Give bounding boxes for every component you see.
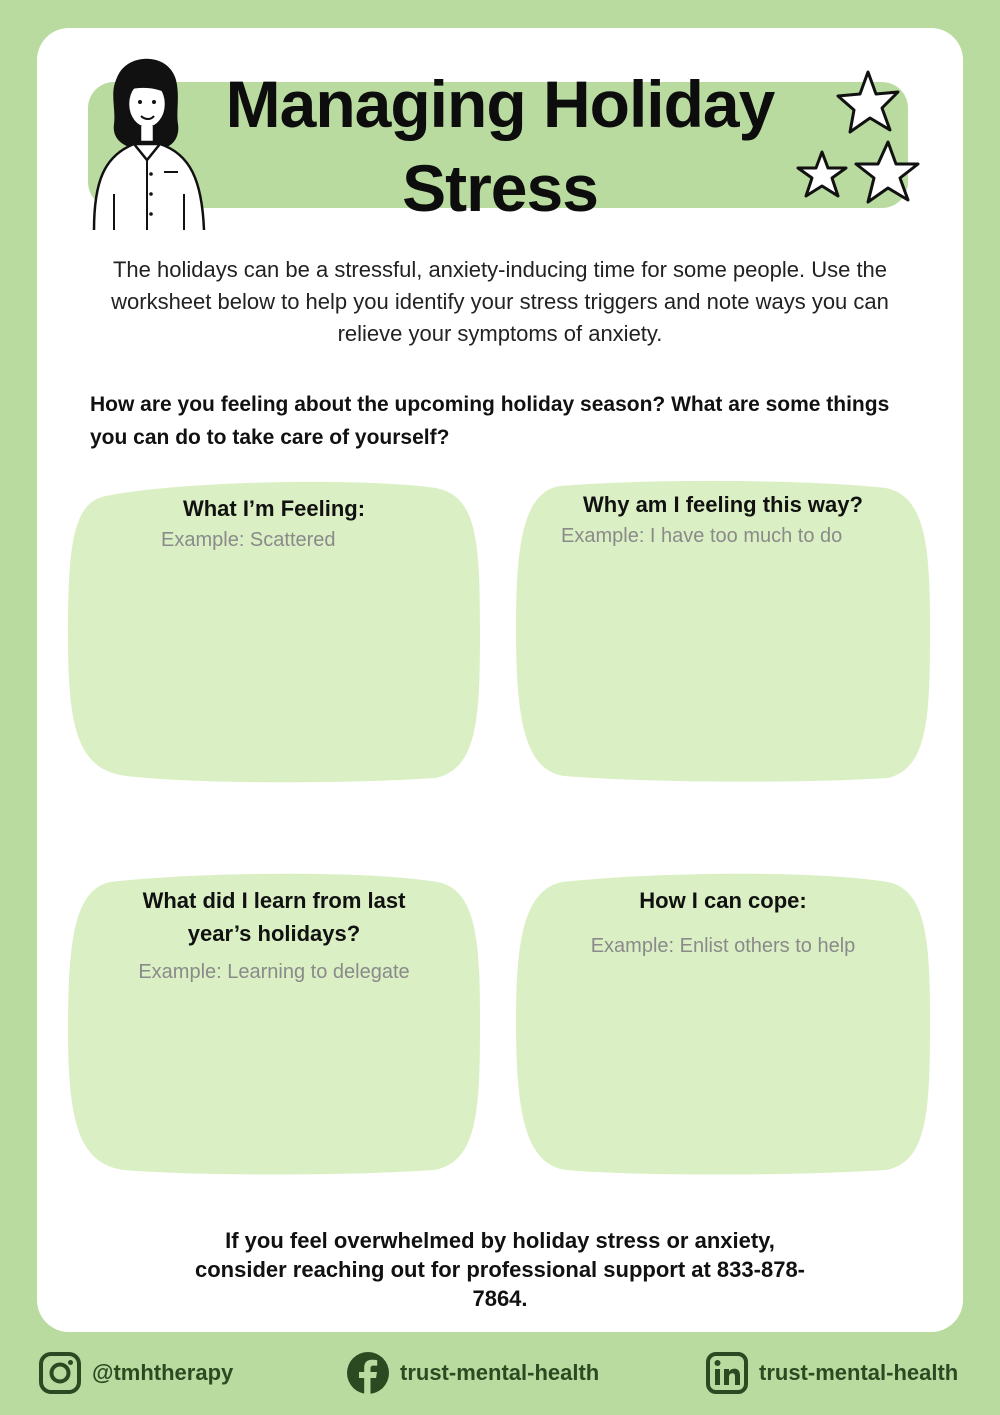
reason-box[interactable]: [514, 478, 932, 784]
facebook-handle: trust-mental-health: [400, 1360, 600, 1385]
star-icon: [856, 142, 918, 202]
instagram-icon: [38, 1351, 82, 1395]
box-heading: Why am I feeling this way?: [583, 492, 863, 517]
box-heading: How I can cope:: [639, 888, 807, 913]
feeling-box[interactable]: [66, 478, 482, 784]
intro-text: The holidays can be a stressful, anxiety-inducing time for some people. Use the worksheet below to help you identify your stress triggers and note ways you can relieve your symptoms of anxiety.: [111, 257, 889, 346]
linkedin-link[interactable]: [705, 1350, 958, 1396]
facebook-link[interactable]: [346, 1350, 599, 1396]
facebook-icon: [346, 1351, 390, 1395]
box-heading: What I’m Feeling:: [182, 496, 366, 521]
star-icon: [838, 72, 898, 132]
box-example: Example: I have too much to do: [561, 525, 843, 547]
page-title: Managing Holiday Stress: [225, 67, 775, 225]
box-example: Example: Learning to delegate: [138, 961, 410, 983]
instagram-link[interactable]: [38, 1350, 233, 1396]
support-note: If you feel overwhelmed by holiday stress or anxiety, consider reaching out for professional support at 833-878-7864.: [194, 1228, 806, 1311]
prompt-question: How are you feeling about the upcoming holiday season? What are some things you can do to take care of yourself?: [90, 393, 890, 449]
coping-box[interactable]: [514, 870, 932, 1176]
instagram-handle: @tmhtherapy: [92, 1360, 234, 1385]
box-heading: What did I learn from last year’s holidays?: [142, 888, 406, 946]
lessons-box[interactable]: [66, 870, 482, 1176]
star-icon: [798, 152, 846, 196]
box-example: Example: Enlist others to help: [590, 935, 856, 957]
linkedin-icon: [705, 1351, 749, 1395]
linkedin-handle: trust-mental-health: [759, 1360, 959, 1385]
stars-decoration: [790, 66, 930, 216]
box-example: Example: Scattered: [161, 529, 336, 551]
